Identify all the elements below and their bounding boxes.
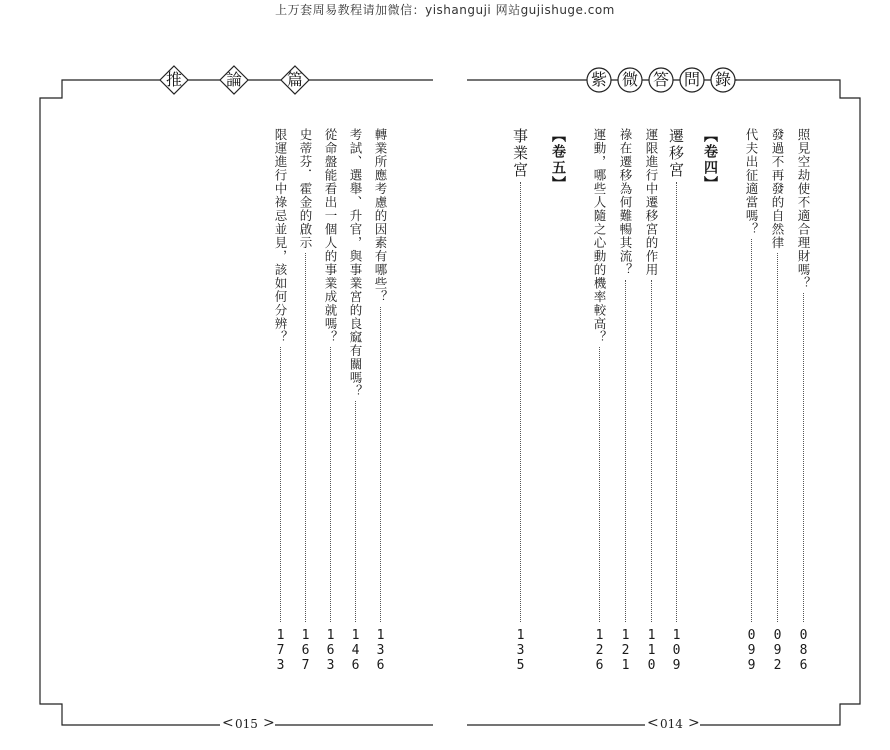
page-number-right-chevron: >	[263, 715, 275, 731]
toc-entry[interactable]	[616, 128, 634, 673]
toc-entry-title: 代夫出征適當嗎？	[744, 128, 759, 236]
toc-entry-page: 173	[273, 628, 288, 673]
page-number-left: 015	[235, 717, 258, 731]
toc-section-entry[interactable]	[511, 128, 529, 673]
toc-section-title: 事業宮	[511, 128, 529, 179]
dot-leader	[651, 280, 652, 623]
page-number-left-chevron: <	[647, 715, 659, 731]
toc-entry[interactable]	[794, 128, 812, 673]
toc-entry-page: 167	[298, 628, 313, 673]
page-number-left-chevron: <	[222, 715, 234, 731]
right-title-char-3: 答	[652, 70, 669, 89]
toc-section-entry[interactable]	[667, 128, 685, 673]
dot-leader	[777, 253, 778, 623]
toc-entry-page: 099	[744, 628, 759, 673]
page-number-right: 014	[660, 717, 683, 731]
toc-entry[interactable]	[346, 128, 364, 673]
toc-entry[interactable]	[590, 128, 608, 673]
dot-leader	[625, 280, 626, 623]
volume-heading-5: 【卷五】	[550, 128, 566, 192]
toc-entry-title: 運限進行中遷移宮的作用	[644, 128, 659, 277]
dot-leader	[520, 182, 521, 622]
toc-entry[interactable]	[371, 128, 389, 673]
toc-entry[interactable]	[321, 128, 339, 673]
page-number-right-chevron: >	[688, 715, 700, 731]
toc-section-title: 遷移宮	[667, 128, 685, 179]
dot-leader	[803, 293, 804, 622]
toc-entry-title: 照見空劫使不適合理財嗎？	[796, 128, 811, 290]
volume-heading-4: 【卷四】	[702, 128, 718, 192]
right-title-char-2: 微	[621, 70, 638, 89]
dot-leader	[751, 239, 752, 622]
toc-entry-title: 考試、選舉、升官，與事業宮的良窳有關嗎？	[348, 128, 363, 398]
toc-entry-page: 086	[796, 628, 811, 673]
toc-entry-page: 121	[618, 628, 633, 673]
dot-leader	[599, 347, 600, 622]
dot-leader	[355, 401, 356, 622]
toc-entry-page: 110	[644, 628, 659, 673]
toc-entry-title: 史蒂芬．霍金的啟示	[298, 128, 313, 250]
toc-entry[interactable]	[296, 128, 314, 673]
dot-leader	[280, 347, 281, 622]
toc-entry-title: 發過不再發的自然律	[770, 128, 785, 250]
toc-entry-page: 146	[348, 628, 363, 673]
dot-leader	[676, 182, 677, 622]
dot-leader	[305, 253, 306, 623]
toc-entry-title: 限運進行中祿忌並見，該如何分辨？	[273, 128, 288, 344]
left-title-char-1: 推	[165, 70, 182, 89]
toc-entry-title: 從命盤能看出一個人的事業成就嗎？	[323, 128, 338, 344]
toc-entry[interactable]	[742, 128, 760, 673]
right-title-char-4: 問	[683, 70, 700, 89]
toc-entry-page: 126	[592, 628, 607, 673]
watermark-text: 上万套周易教程请加微信：yishanguji 网站gujishuge.com	[275, 3, 615, 17]
toc-entry-page: 092	[770, 628, 785, 673]
toc-entry-title: 祿在遷移為何難暢其流？	[618, 128, 633, 277]
toc-entry-page: 109	[669, 628, 684, 673]
toc-entry-page: 136	[373, 628, 388, 673]
toc-entry[interactable]	[768, 128, 786, 673]
right-title-char-1: 紫	[590, 70, 607, 89]
left-title-char-3: 篇	[286, 70, 303, 89]
toc-entry[interactable]	[271, 128, 289, 673]
toc-entry[interactable]	[642, 128, 660, 673]
toc-entry-title: 轉業所應考慮的因素有哪些？	[373, 128, 388, 304]
toc-entry-title: 運動，哪些人隨之心動的機率較高？	[592, 128, 607, 344]
dot-leader	[380, 307, 381, 623]
toc-entry-page: 163	[323, 628, 338, 673]
dot-leader	[330, 347, 331, 622]
toc-entry-page: 135	[513, 628, 528, 673]
left-title-char-2: 論	[225, 70, 242, 89]
right-title-char-5: 錄	[714, 70, 731, 89]
